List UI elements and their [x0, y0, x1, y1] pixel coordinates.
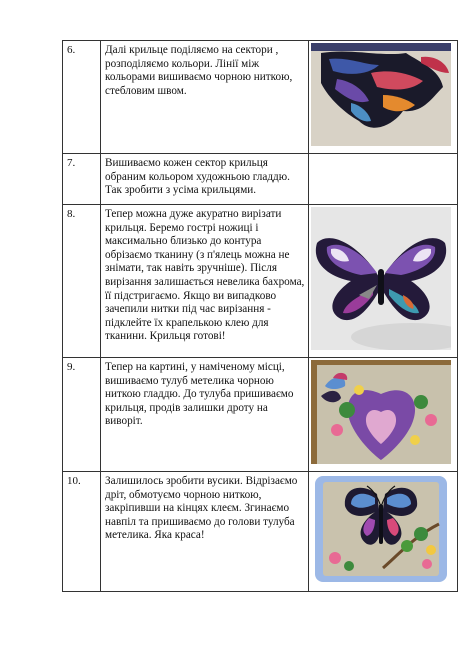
table-row — [63, 472, 458, 592]
step-number: 10. — [63, 472, 101, 592]
steps-table — [62, 40, 458, 592]
step-text: Вишиваємо кожен сектор крильця обраним кольором художньою гладдю. Так зробити з усіма крильцями. — [101, 154, 309, 205]
step-photo-10 — [309, 472, 458, 592]
step-photo-8 — [309, 205, 458, 358]
cut-out-butterfly-wings-image — [311, 207, 455, 355]
table-row — [63, 358, 458, 472]
step-photo-7-empty — [309, 154, 458, 205]
step-text: Далі крильце поділяємо на сектори , розподіляємо кольори. Лінії між кольорами вишиваємо чорною ниткою, стебловим швом. — [101, 41, 309, 154]
embroidered-wing-outline-image — [311, 43, 455, 151]
step-photo-6 — [309, 41, 458, 154]
step-text: Тепер на картині, у наміченому місці, вишиваємо тулуб метелика чорною ниткою гладдю. До тулуба пришиваємо крильця, продів залишки дроту на виворіт. — [101, 358, 309, 472]
step-number: 8. — [63, 205, 101, 358]
step-photo-9 — [309, 358, 458, 472]
step-number: 7. — [63, 154, 101, 205]
step-text: Залишилось зробити вусики. Відрізаємо дріт, обмотуємо чорною ниткою, закріпивши на кінцях клеєм. Згинаємо навпіл та пришиваємо до голови тулуба метелика. Яка краса! — [101, 472, 309, 592]
table-row — [63, 205, 458, 358]
step-number: 6. — [63, 41, 101, 154]
step-text: Тепер можна дуже акуратно вирізати крильця. Беремо гострі ножиці і максимально близько до контура обрізаємо тканину (з п'ялець можна не знімати, так навіть зручніше). Після вирізання залишається невелика бахрома, її підстригаємо. Якщо ви випадково зачепили нитки під час вирізання - підклейте їх крапелькою клею для тканини. Крильця готові! — [101, 205, 309, 358]
table-row — [63, 41, 458, 154]
finished-butterfly-framed-image — [311, 474, 455, 589]
table-row — [63, 154, 458, 205]
butterfly-on-embroidery-image — [311, 360, 455, 469]
step-number: 9. — [63, 358, 101, 472]
